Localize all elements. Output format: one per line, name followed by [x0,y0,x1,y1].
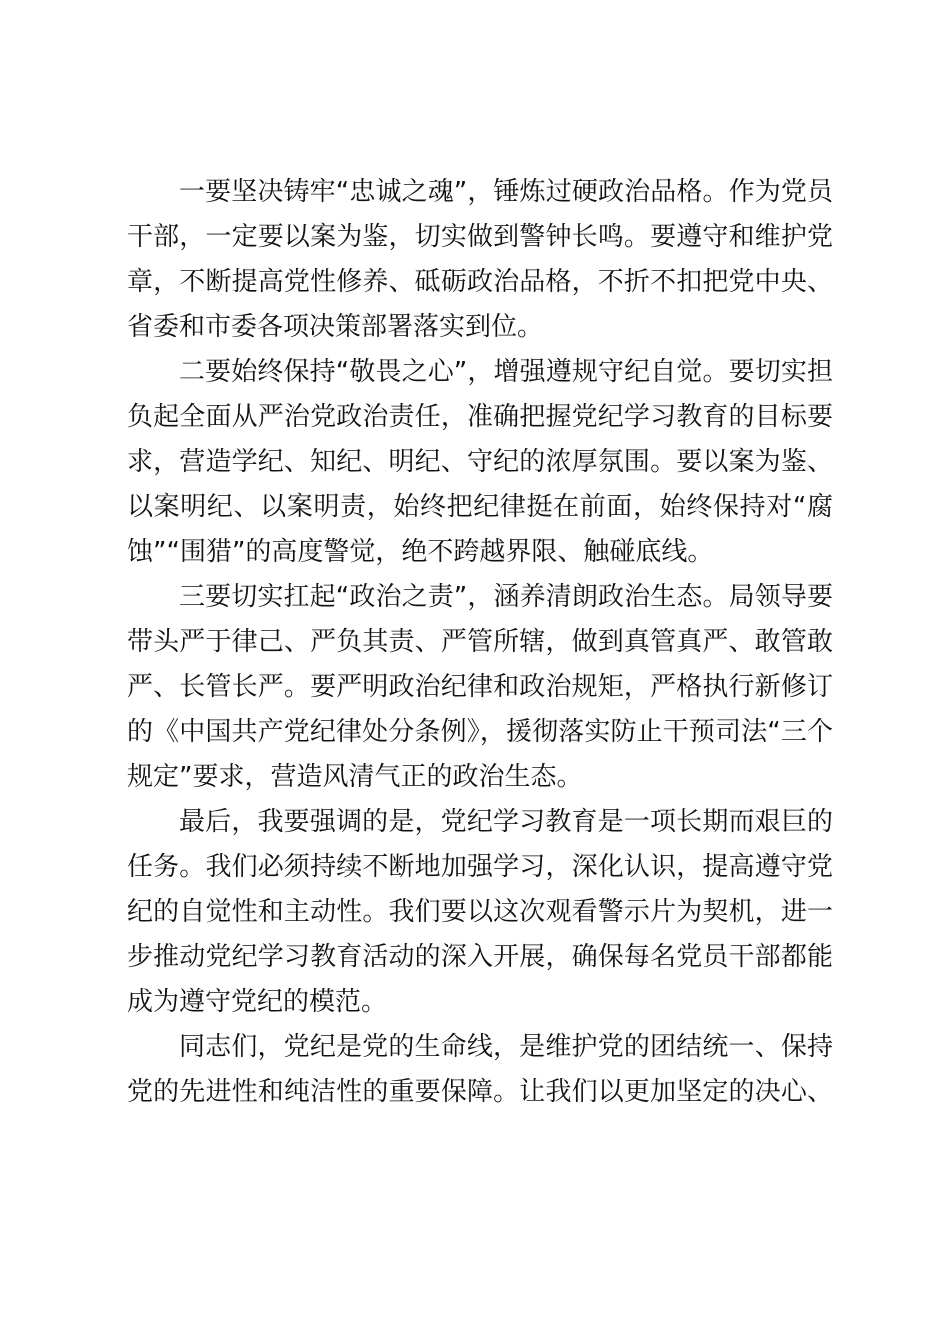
paragraph-line: 党的先进性和纯洁性的重要保障。让我们以更加坚定的决心、 [127,1077,833,1107]
paragraph-3 [127,575,833,800]
paragraph-5 [127,1025,833,1115]
paragraph-line: 二要始终保持“敬畏之心”，增强遵规守纪自觉。要切实担 [179,357,833,387]
paragraph-line: 最后，我要强调的是，党纪学习教育是一项长期而艰巨的 [179,807,833,837]
paragraph-1 [127,170,833,350]
paragraph-line: 以案明纪、以案明责，始终把纪律挺在前面，始终保持对“腐 [127,492,833,522]
paragraph-line: 带头严于律己、严负其责、严管所辖，做到真管真严、敢管敢 [127,627,833,657]
paragraph-line: 成为遵守党纪的模范。 [127,987,388,1017]
paragraph-4 [127,800,833,1025]
paragraph-line: 省委和市委各项决策部署落实到位。 [127,312,544,342]
paragraph-line: 步推动党纪学习教育活动的深入开展，确保每名党员干部都能 [127,942,833,972]
paragraph-line: 干部，一定要以案为鉴，切实做到警钟长鸣。要遵守和维护党 [127,222,833,252]
paragraph-line: 纪的自觉性和主动性。我们要以这次观看警示片为契机，进一 [127,897,833,927]
paragraph-2 [127,350,833,575]
paragraph-line: 负起全面从严治党政治责任，准确把握党纪学习教育的目标要 [127,402,833,432]
paragraph-line: 章，不断提高党性修养、砥砺政治品格，不折不扣把党中央、 [127,267,833,297]
paragraph-line: 的《中国共产党纪律处分条例》，援彻落实防止干预司法“三个 [127,717,833,747]
paragraph-line: 同志们，党纪是党的生命线，是维护党的团结统一、保持 [179,1032,833,1062]
paragraph-line: 严、长管长严。要严明政治纪律和政治规矩，严格执行新修订 [127,672,833,702]
paragraph-line: 蚀”“围猎”的高度警觉，绝不跨越界限、触碰底线。 [127,537,714,567]
paragraph-line: 一要坚决铸牢“忠诚之魂”，锤炼过硬政治品格。作为党员 [179,177,833,207]
paragraph-line: 三要切实扛起“政治之责”，涵养清朗政治生态。局领导要 [179,582,833,612]
paragraph-line: 规定”要求，营造风清气正的政治生态。 [127,762,583,792]
document-body [127,170,833,1115]
paragraph-line: 任务。我们必须持续不断地加强学习，深化认识，提高遵守党 [127,852,833,882]
paragraph-line: 求，营造学纪、知纪、明纪、守纪的浓厚氛围。要以案为鉴、 [127,447,833,477]
